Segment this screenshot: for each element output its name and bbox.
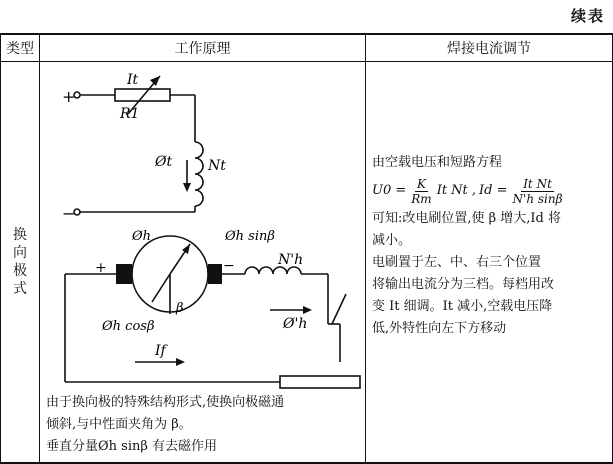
table-row xyxy=(1,62,613,464)
type-char: 换 xyxy=(13,227,27,243)
header-welding: 焊接电流调节 xyxy=(366,34,613,62)
label-it: It xyxy=(127,72,139,88)
brush-right xyxy=(208,264,222,284)
frac-num: It Nt xyxy=(523,176,552,191)
principle-line: 垂直分量Øh sinβ 有去磁作用 xyxy=(46,439,218,454)
minus-armature: − xyxy=(223,258,235,274)
label-phi-h-sin: Øh sinβ xyxy=(225,229,275,244)
frac-num: K xyxy=(416,176,426,191)
welding-line: 低,外特性向左下方移动 xyxy=(372,321,507,336)
header-principle: 工作原理 xyxy=(40,34,366,62)
label-beta: β xyxy=(176,301,184,316)
resistor-r1 xyxy=(115,89,170,101)
type-char: 向 xyxy=(13,245,27,261)
plus-top: + xyxy=(62,87,76,106)
label-phi-h: Øh xyxy=(132,229,152,244)
principle-text xyxy=(46,392,358,458)
welding-intro: 由空载电压和短路方程 xyxy=(372,155,503,170)
label-phi-h2: Ø'h xyxy=(283,316,308,332)
principle-line: 倾斜,与中性面夹角为 β。 xyxy=(46,417,192,432)
type-cell xyxy=(1,62,40,464)
principle-table xyxy=(0,33,613,464)
header-row xyxy=(1,34,613,62)
brush-left xyxy=(116,264,132,284)
minus-bottom: − xyxy=(62,204,76,223)
welding-line: 将输出电流分为三档。每档用改 xyxy=(372,277,555,292)
formula-id-lhs: Id = xyxy=(479,183,508,198)
plus-armature: + xyxy=(95,260,107,276)
principle-line: 由于换向极的特殊结构形式,使换向极磁通 xyxy=(46,395,285,410)
welding-cell xyxy=(366,62,613,464)
circuit-diagram xyxy=(40,62,365,392)
fraction-k-rm xyxy=(409,177,433,206)
label-nh: N'h xyxy=(278,252,304,268)
continued-label: 续表 xyxy=(570,7,605,25)
welding-line: 可知:改电刷位置,使 β 增大,Id 将 xyxy=(372,211,562,226)
coil-nh xyxy=(245,267,301,274)
welding-line: 变 It 细调。It 减小,空载电压降 xyxy=(372,299,553,314)
label-nt: Nt xyxy=(208,158,226,174)
welding-line: 减小。 xyxy=(372,233,412,248)
label-r1: R1 xyxy=(120,106,140,122)
type-char: 式 xyxy=(13,281,27,297)
type-char: 极 xyxy=(13,263,27,279)
welding-line: 电刷置于左、中、右三个位置 xyxy=(372,255,542,270)
fraction-id xyxy=(511,177,565,206)
formula-u0-lhs: U0 = xyxy=(372,183,407,198)
principle-cell xyxy=(40,62,366,464)
frac-den: N'h sinβ xyxy=(512,191,563,206)
coil-nt xyxy=(195,142,203,206)
header-type: 类型 xyxy=(1,34,40,62)
frac-den: Rm xyxy=(411,191,432,206)
output-bar xyxy=(280,376,360,388)
label-phi-h-cos: Øh cosβ xyxy=(102,319,155,334)
formula xyxy=(372,174,608,208)
label-phi-t: Øt xyxy=(155,154,173,170)
type-label xyxy=(1,226,39,298)
formula-u0-tail: It Nt , xyxy=(436,183,477,198)
label-if: If xyxy=(155,343,166,359)
